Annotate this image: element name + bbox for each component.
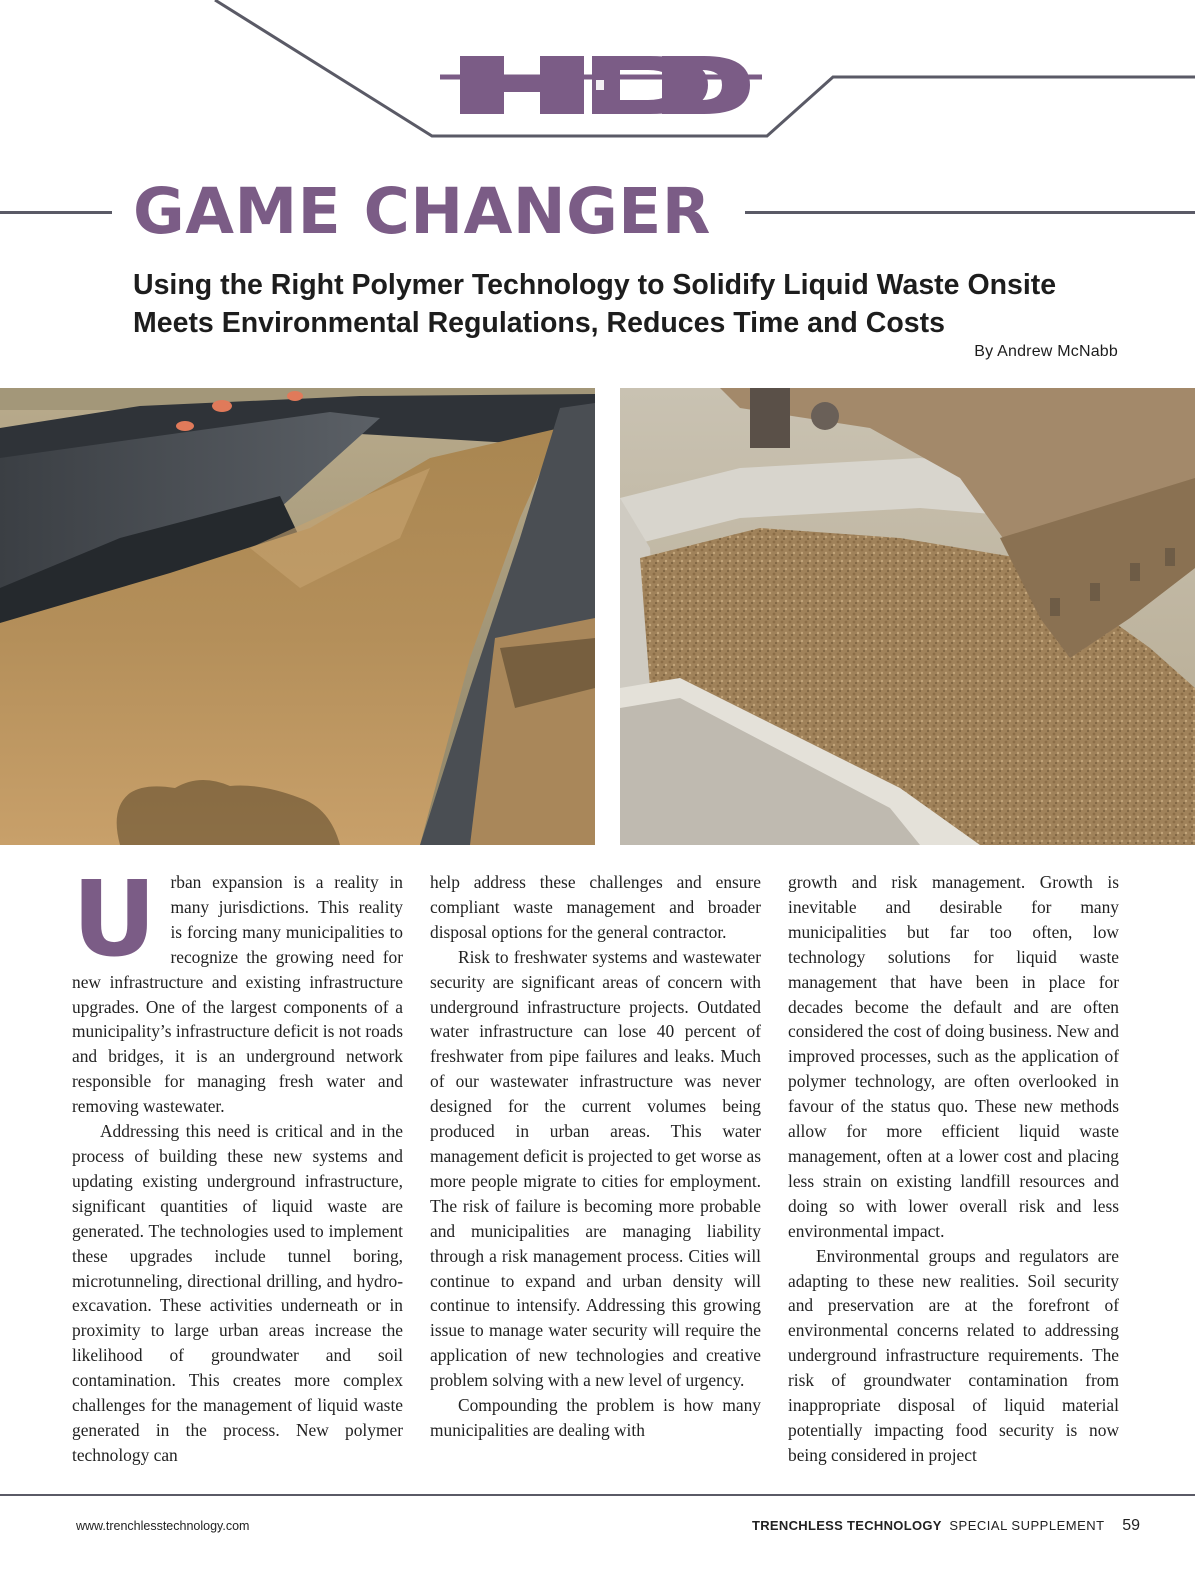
paragraph: growth and risk management. Growth is inevitable and desirable for many municipalities but far too often, low technology solutions for liquid waste management that have been in place for decades become the default and are often considered the cost of doing business. New and improved processes, such as the application of polymer technology, are often overlooked in favour of the status quo. These new methods allow for more efficient liquid waste management, often at a lower cost and placing less strain on existing landfill resources and doing so with lower overall risk and less environmental impact. xyxy=(788,872,1119,1241)
paragraph: Compounding the problem is how many municipalities are dealing with xyxy=(430,1395,761,1440)
svg-text:HDD: HDD xyxy=(600,150,603,151)
paragraph-text: rban expansion is a reality in many jurisdictions. This reality is forcing many municipalities to recognize the growing need for new infrastructure and existing infrastructure upgrades. One of the largest components of a municipality’s infrastructure deficit is not roads and bridges, it is an underground network responsible for managing fresh water and removing wastewater. xyxy=(72,872,403,1117)
drop-cap: U xyxy=(72,870,157,980)
footer-website: www.trenchlesstechnology.com xyxy=(76,1519,250,1533)
photo-solidified-waste xyxy=(620,388,1195,845)
paragraph xyxy=(72,870,403,1119)
footer-folio xyxy=(752,1517,1140,1535)
body-column-2 xyxy=(430,870,761,1485)
article-byline: By Andrew McNabb xyxy=(974,343,1118,360)
article-subtitle: Using the Right Polymer Technology to Solidify Liquid Waste Onsite Meets Environmental Regulations, Reduces Time and Costs xyxy=(133,269,1057,339)
footer-magazine: TRENCHLESS TECHNOLOGY xyxy=(752,1518,942,1533)
paragraph: help address these challenges and ensure compliant waste management and broader disposal options for the general contractor. xyxy=(430,872,761,942)
footer-supplement: SPECIAL SUPPLEMENT xyxy=(949,1518,1105,1533)
footer-rule xyxy=(0,1494,1195,1496)
headline-rule-left xyxy=(0,211,112,214)
page-number: 59 xyxy=(1122,1517,1140,1534)
paragraph: Addressing this need is critical and in the process of building these new systems and updating existing underground infrastructure, significant quantities of liquid waste are generated. The technologies used to implement these upgrades include tunnel boring, microtunneling, directional drilling, and hydro-excavation. These activities underneath or in proximity to large urban areas increase the likelihood of groundwater and soil contamination. This creates more complex challenges for the management of liquid waste generated in the process. New polymer technology can xyxy=(72,1121,403,1465)
paragraph: Risk to freshwater systems and wastewater security are significant areas of concern with underground infrastructure projects. Outdated water infrastructure can lose 40 percent of freshwater from pipe failures and leaks. Much of our wastewater infrastructure was never designed for the current volumes being produced in urban areas. This water management deficit is projected to get worse as more people migrate to cities for employment. The risk of failure is becoming more probable and municipalities are managing liability through a risk management process. Cities will continue to expand and urban density will continue to intensify. Addressing this growing issue to manage water security will require the application of new technologies and creative problem solving with a new level of urgency. xyxy=(430,946,761,1391)
paragraph: Environmental groups and regulators are adapting to these new realities. Soil security and preservation are at the forefront of environmental concerns related to addressing underground infrastructure requirements. The risk of groundwater contamination from inappropriate disposal of liquid material potentially impacting food security is now being considered in project xyxy=(788,1245,1119,1465)
body-column-1 xyxy=(72,870,403,1485)
body-column-3 xyxy=(788,870,1119,1485)
article-headline: GAME CHANGER xyxy=(133,175,711,248)
headline-rule-right xyxy=(745,211,1195,214)
photo-waste-pit xyxy=(0,388,595,845)
hdd-logo xyxy=(0,0,1200,160)
